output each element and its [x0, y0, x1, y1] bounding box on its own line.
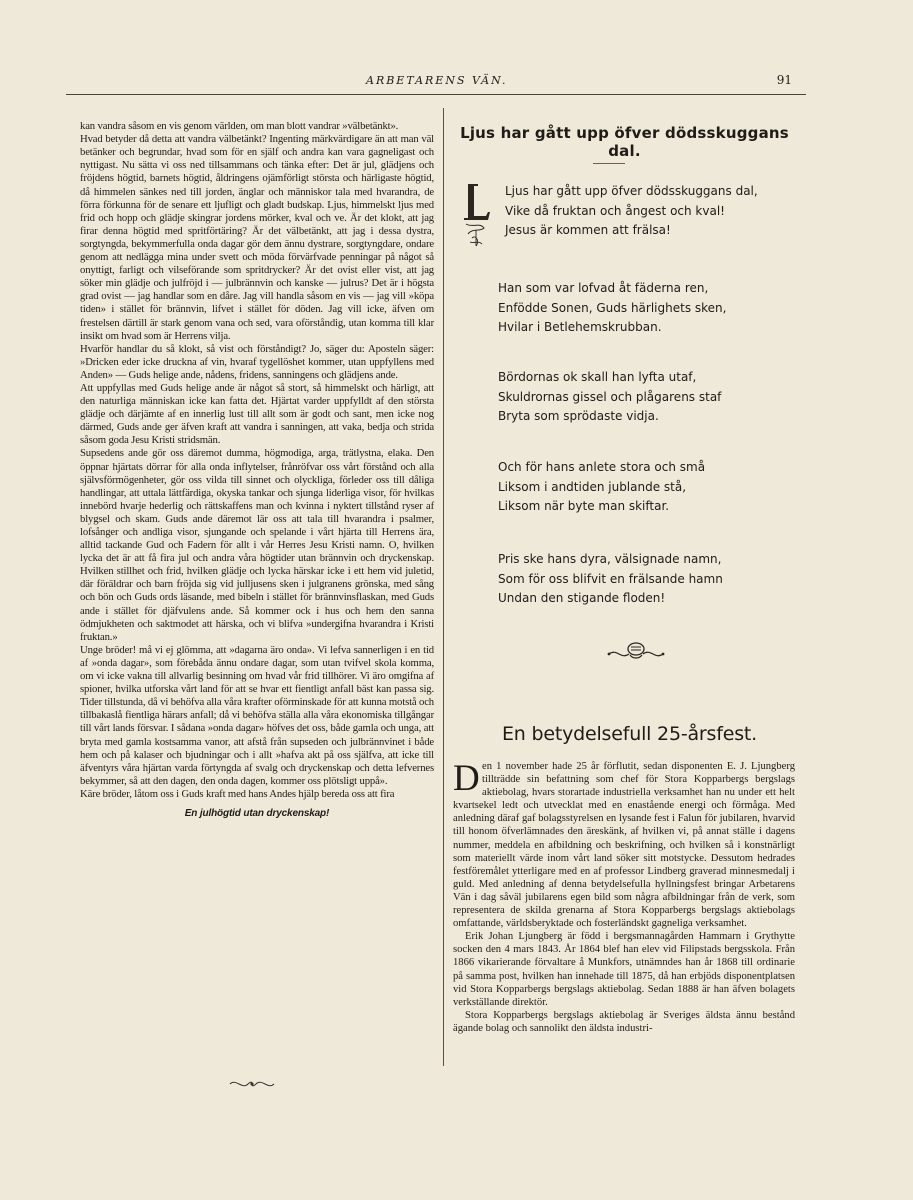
title-rule — [593, 163, 625, 164]
column-divider — [443, 108, 444, 1066]
page-header — [66, 72, 806, 95]
article-paragraph: Erik Johan Ljungberg är född i bergsmannagården Hammarn i Grythytte socken den 4 mars 1843. År 1864 blef han elev vid Filipstads bergsskola. Från 1866 vikarierande förvaltare å Munkfors, utnämndes han år 1868 till ordinarie på samma post, hvilken han innehade till 1875, då han erbjöds disponentplatsen vid Stora Kopparbergs bergslags aktiebolag. Sedan 1888 är han äfven bolagets verkställande direktör. — [453, 931, 795, 1008]
ornamental-initial-icon — [460, 180, 494, 250]
poem-title: Ljus har gått upp öfver dödsskuggans dal. — [460, 124, 789, 160]
flower-ornament-icon — [607, 638, 665, 662]
article-paragraph: Stora Kopparbergs bergslags aktiebolag är Sveriges äldsta ännu bestånd ägande bolag och sannolikt den äldsta industri- — [453, 1009, 795, 1034]
article-body — [453, 760, 795, 1035]
poem-stanza-4: Och för hans anlete stora och små Liksom i andtiden jublande stå, Liksom när byte man skiftar. — [498, 460, 706, 513]
article-drop-cap: D — [453, 758, 480, 799]
poem-stanza-5: Pris ske hans dyra, välsignade namn, Som för oss blifvit en frälsande hamn Undan den stigande floden! — [498, 552, 723, 605]
article-title: En betydelsefull 25-årsfest. — [501, 723, 758, 745]
poem-stanza-3: Bördornas ok skall han lyfta utaf, Skuldrornas gissel och plågarens staf Bryta som sprödaste vidja. — [498, 370, 722, 423]
running-title: ARBETARENS VÄN. — [366, 74, 508, 87]
poem-stanza-2: Han som var lofvad åt fäderna ren, Enfödde Sonen, Guds härlighets sken, Hvilar i Betlehemskrubban. — [498, 281, 727, 334]
ornament-divider-icon — [228, 1077, 276, 1091]
poem-stanza-1: Ljus har gått upp öfver dödsskuggans dal, Vike då fruktan och ångest och kval! Jesus är kommen att frälsa! — [505, 184, 758, 237]
left-column-text: kan vandra såsom en vis genom världen, om man blott vandrar »välbetänkt». Hvad betyder då detta att vandra välbetänkt? Ingenting märkvärdigare än att man väl betänker och begrundar, hvad som för en själf och andra kan vara gagneligast och nyttigast. Nu sätta vi oss ned tillsammans och tänka efter: Det är jul, glädjens och fröjdens högtid, barnets högtid, åldringens ojämförligt största och härligaste högtid, då himmelen sänkes ned till jorden, änglar och människor tala med hvarandra, de förra förkunna för de senare ett ljufligt och gladt budskap. Ljus, himmelskt ljus med frid och hopp och glädje skingrar jordens mörker, kval och ve. Är det klokt, att jag firar denna högtid med spritförtäring? Är det välbetänkt, att jag i dessa dystra, sorgtyngda, bekymmerfulla onda dagar gör dem ännu dystrare, sorgtyngdare, ondare genom att nedlägga mina under svett och möda förvärfvade penningar på något så onyttigt, farligt och vilseförande som spritdrycker? Är det ovist eller vist, att jag söker min glädje och julfröjd i — julbrännvin och kanske — julrus? Det är i högsta grad ovist — jag handlar som en dåre. Jag vill handla såsom en vis — jag vill »köpa tiden» i stället för brännvin, lifvet i stället för döden. Jag vill icke, äfven om frestelsen därtill är stark genom vana och sed, vara oförståndig, utan komma till klar insikt om hvad som är Herrens vilja. Hvarför handlar du så klokt, så vist och förståndigt? Jo, säger du: Aposteln säger: »Dricken eder icke druckna af vin, hvaraf tygellöshet kommer, utan uppfyllens med Anden» — Guds helige ande, nådens, fridens, sanningens och glädjens ande. Att uppfyllas med Guds helige ande är något så stort, så himmelskt och härligt, att den naturliga människan icke kan fatta det. Hjärtat varder uppfylldt af den största glädje och därjämte af en innerlig lust till allt som är godt och sant, men icke nog därmed, Guds ande ger äfven kraft att vandra i sanningen, att vaka, bedja och strida såsom goda Jesu Kristi stridsmän. Supsedens ande gör oss däremot dumma, högmodiga, arga, trätlystna, elaka. Den öppnar hjärtats dörrar för alla onda inflytelser, frånröfvar oss vårt förstånd och alla självsförmögenheter, gör oss vilda till sinnet och olyckliga, förleder oss till dåliga handlingar, att uttala lättfärdiga, okyska tankar och sjunga liderliga visor, för hvilkas innebörd hvarje hederlig och rättskaffens man och kvinna i nyktert tillstånd ryser af blygsel och skam. Guds ande däremot lär oss att tala till hvarandra i psalmer, lofsånger och andliga visor, sjungande och spelande i vårt hjärta till Herrens ära, alltid tackande Gud och Fadern för allt i vår Herres Jesu Kristi namn. O, hvilken lycka det är att få fira jul och andra våra högtider utan brännvin och dryckenskap. Hvilken stillhet och frid, hvilken glädje och lycka härskar icke i ett hem vid juletid, där föräldrar och barn fröjda sig vid julljusens sken i julgranens grönska, med sång och bön och Guds ords läsande, med bibeln i stället för brännvinsflaskan, med Guds ande i stället för djäfvulens ande. Så kommer ock i hus och hem den sanna ödmjukheten och saktmodet att härska, och vi blifva »undergifna hvarandra i Kristi fruktan.» Unge bröder! må vi ej glömma, att »dagarna äro onda». Vi lefva sannerligen i en tid af »onda dagar», som förebåda ännu ondare dagar, som utan tvifvel skola komma, om vi icke vakna till allvarlig besinning om hvad vår frid tillhörer. Vi äro omgifna af spioner, hvilka utforska vårt land för att se hvar ett fientligt anfall bäst kan passa sig. Tider tillstunda, då vi behöfva alla våra krafter oförminskade för att kunna motstå och tillbakaslå fientliga härars anfall; då vi behöfva ställa alla våra ekonomiska tillgångar till vårt lands försvar. I sådana »onda dagar» höfves det oss, både gamla och unga, att bryta med gamla kostsamma vanor, att afstå från supseden och julbrännvinet i både hem och på kalaser och bjudningar och i allt »hafva akt på oss själfva, att icke till äfventyrs våra hjärtan varda förtyngda af svalg och dryckenskap och detta lefvernes bekymmer, så att den dagen, den onda dagen, kommer oss plötsligt uppå». Käre bröder, låtom oss i Guds kraft med hans Andes hjälp bereda oss att fira — [80, 120, 434, 800]
closing-line: En julhögtid utan dryckenskap! — [184, 807, 330, 819]
article-paragraph: en 1 november hade 25 år förflutit, sedan disponenten E. J. Ljungberg tillträdde sin befattning som chef för Stora Kopparbergs bergslags aktiebolag, hvars storartade industriella verksamhet han nu under ett helt kvartsekel ledt och utvecklat med en enastående energi och förmåga. Med anledning däraf gaf bolagsstyrelsen en lysande fest i Falun för jubilaren, hvarvid till honom öfverlämnades den äreskänk, af hvilken vi, på annat ställe i dagens nummer, meddela en afbildning och beskrifning, och hvilken så i konstnärligt som materiellt värde inom vårt land söker sitt motstycke. Dessutom hedrades festföremålet ytterligare med en af professor Lindberg graverad minnesmedalj i guld. Med anledning af denna betydelsefulla hyllningsfest bringar Arbetarens Vän i dag såväl jubilarens egen bild som några afbildningar från de verk, som representera de skilda grenarna af Stora Kopparbergs bergslags aktiebolags omfattande, världsberyktade och fosterländskt gagneliga verksamhet. — [453, 761, 795, 930]
left-column-article — [80, 107, 434, 833]
page-number: 91 — [776, 73, 792, 87]
